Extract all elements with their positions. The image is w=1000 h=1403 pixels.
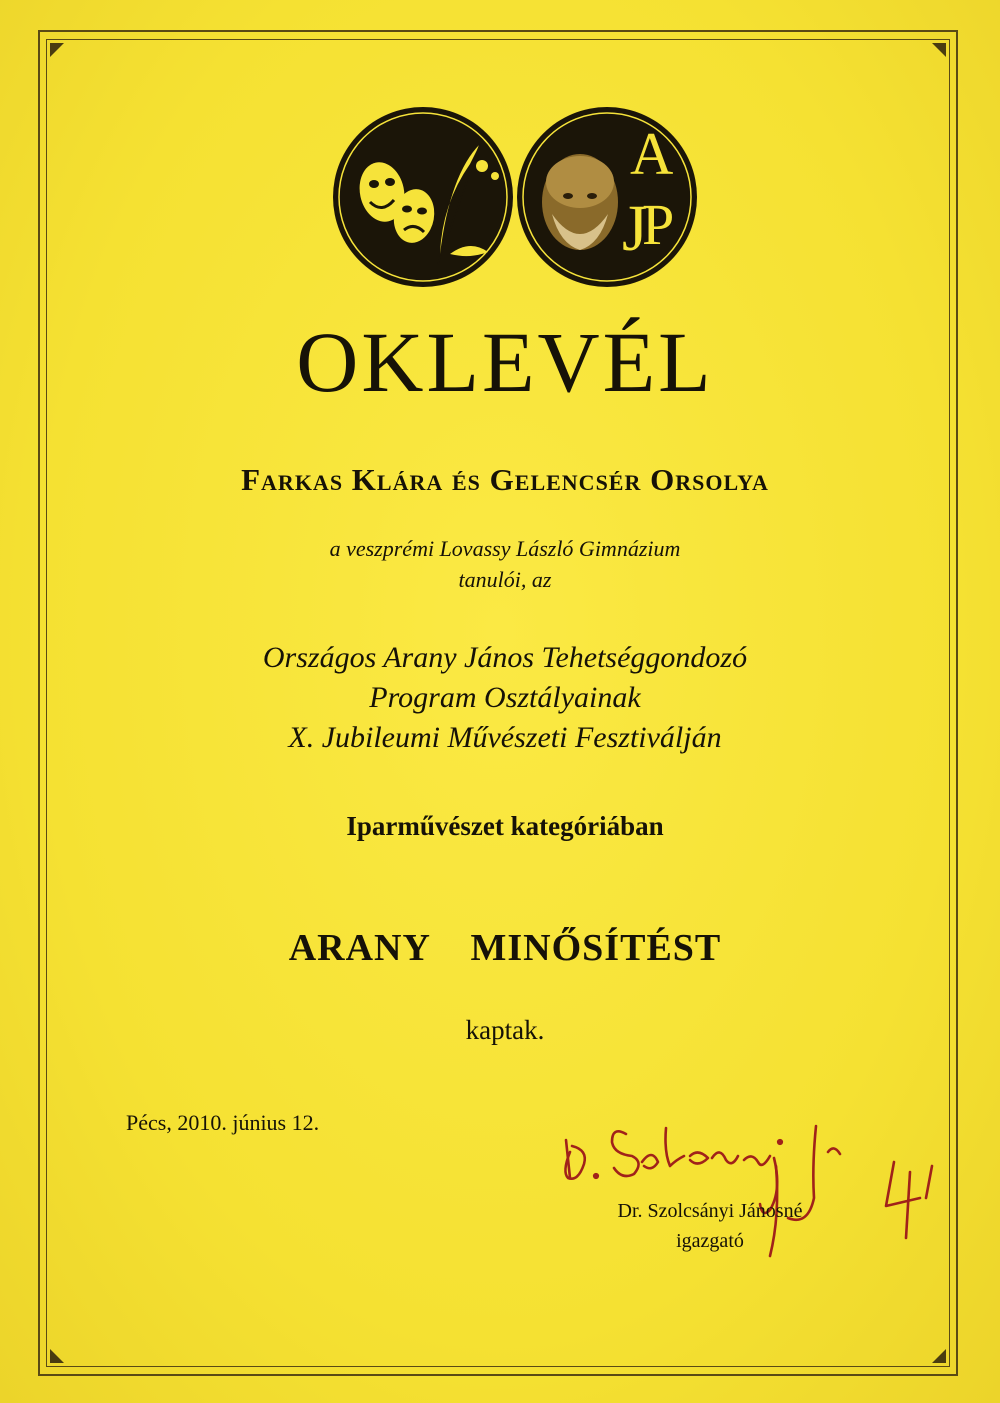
festival-line: Program Osztályainak	[369, 681, 641, 714]
festival-line: Országos Arany János Tehetséggondozó	[262, 641, 748, 674]
signer-name: Dr. Szolcsányi Jánosné	[617, 1200, 803, 1222]
signer-block	[560, 1196, 860, 1256]
festival-logo	[330, 104, 700, 290]
corner-ornament-top-right	[932, 43, 946, 57]
festival-name	[100, 638, 910, 758]
award-category: Iparművészet kategóriában	[346, 811, 664, 841]
logo-letter-a: A	[630, 121, 674, 187]
corner-ornament-bottom-left	[50, 1349, 64, 1363]
award-verb: kaptak.	[465, 1015, 545, 1045]
corner-ornament-bottom-right	[932, 1349, 946, 1363]
portrait-monogram-icon	[517, 107, 697, 287]
school-line: tanulói, az	[458, 567, 552, 592]
place-and-date: Pécs, 2010. június 12.	[126, 1110, 320, 1135]
school-description	[100, 533, 910, 595]
theatre-masks-quill-icon	[333, 107, 513, 287]
school-line: a veszprémi Lovassy László Gimnázium	[329, 536, 681, 561]
signer-title: igazgató	[676, 1230, 744, 1252]
logo-letter-p: P	[642, 192, 675, 257]
recipient-names: Farkas Klára és Gelencsér Orsolya	[241, 462, 769, 497]
certificate-title: OKLEVÉL	[296, 314, 714, 410]
festival-line: X. Jubileumi Művészeti Fesztiválján	[288, 721, 722, 754]
award-rating: ARANY MINŐSÍTÉST	[288, 927, 722, 969]
logo-letter-j: J	[622, 192, 648, 265]
corner-ornament-top-left	[50, 43, 64, 57]
